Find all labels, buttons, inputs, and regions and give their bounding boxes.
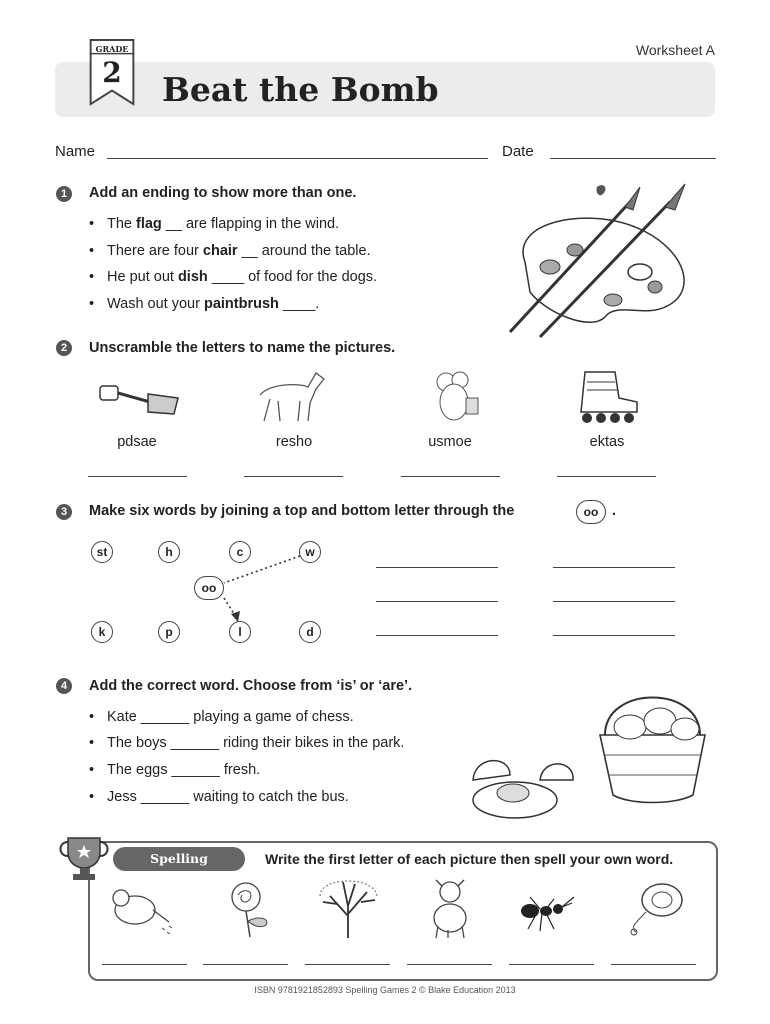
letter-circle[interactable]: h [158,541,180,563]
answer-line[interactable] [203,964,288,965]
answer-line[interactable] [305,964,390,965]
oo-circle: oo [194,576,224,600]
paint-palette-icon [505,182,705,342]
section1-instruction: Add an ending to show more than one. [89,185,357,201]
answer-line[interactable] [376,601,498,602]
scrambled-word: pdsae [117,434,157,450]
letter-circle[interactable]: l [229,621,251,643]
letter-circle[interactable]: c [229,541,251,563]
list-item: • Wash out your paintbrush ____. [89,296,320,312]
name-field[interactable] [107,158,488,159]
scrambled-word: usmoe [428,434,472,450]
section-number: 2 [56,340,72,356]
answer-line[interactable] [407,964,492,965]
answer-line[interactable] [553,635,675,636]
rose-icon [218,877,288,939]
answer-line[interactable] [557,476,656,477]
eggs-basket-icon [465,685,710,825]
answer-line[interactable] [401,476,500,477]
ant-icon [510,895,585,935]
list-item: • The boys ______ riding their bikes in the park. [89,735,405,751]
answer-line[interactable] [376,635,498,636]
letter-circle[interactable]: k [91,621,113,643]
footer-isbn: ISBN 9781921852893 Spelling Games 2 © Blake Education 2013 [254,985,516,995]
grade-number: 2 [102,56,122,89]
date-field[interactable] [550,158,716,159]
letter-circle[interactable]: w [299,541,321,563]
list-item: • The flag __ are flapping in the wind. [89,216,340,232]
section3-instruction: Make six words by joining a top and bottom letter through the [89,503,515,519]
section4-instruction: Add the correct word. Choose from ‘is’ or ‘are’. [89,678,413,694]
challenge-instruction: Write the first letter of each picture then spell your own word. [265,851,674,867]
dog-icon [420,878,480,940]
spelling-challenge-label: Spelling Challenge [113,847,245,871]
bird-icon [107,880,187,940]
worksheet-label: Worksheet A [635,42,715,58]
section-number: 3 [56,504,72,520]
answer-line[interactable] [553,601,675,602]
list-item: • He put out dish ____ of food for the dogs. [89,269,378,285]
answer-line[interactable] [509,964,594,965]
name-label: Name [55,143,96,160]
answer-line[interactable] [244,476,343,477]
list-item: • Kate ______ playing a game of chess. [89,709,354,725]
tree-icon [315,876,381,940]
answer-line[interactable] [376,567,498,568]
letter-circle[interactable]: p [158,621,180,643]
page-title: Beat the Bomb [162,70,439,109]
section-number: 1 [56,186,72,202]
roller-skate-icon [575,368,645,426]
grade-label: GRADE [95,44,129,54]
list-item: • The eggs ______ fresh. [89,762,261,778]
horse-icon [250,365,330,425]
letter-circle[interactable]: st [91,541,113,563]
letter-circle[interactable]: d [299,621,321,643]
answer-line[interactable] [102,964,187,965]
instruction-period: . [612,503,617,519]
answer-line[interactable] [88,476,187,477]
answer-line[interactable] [553,567,675,568]
oo-circle: oo [576,500,606,524]
scrambled-word: resho [275,434,313,450]
answer-line[interactable] [611,964,696,965]
scrambled-word: ektas [589,434,625,450]
list-item: • Jess ______ waiting to catch the bus. [89,789,349,805]
spade-icon [98,380,184,420]
section-number: 4 [56,678,72,694]
mouse-icon [428,370,488,425]
trophy-icon [58,834,110,882]
section2-instruction: Unscramble the letters to name the pictures. [89,340,396,356]
list-item: • There are four chair __ around the table. [89,243,371,259]
date-label: Date [502,143,534,160]
yoyo-icon [620,882,692,938]
